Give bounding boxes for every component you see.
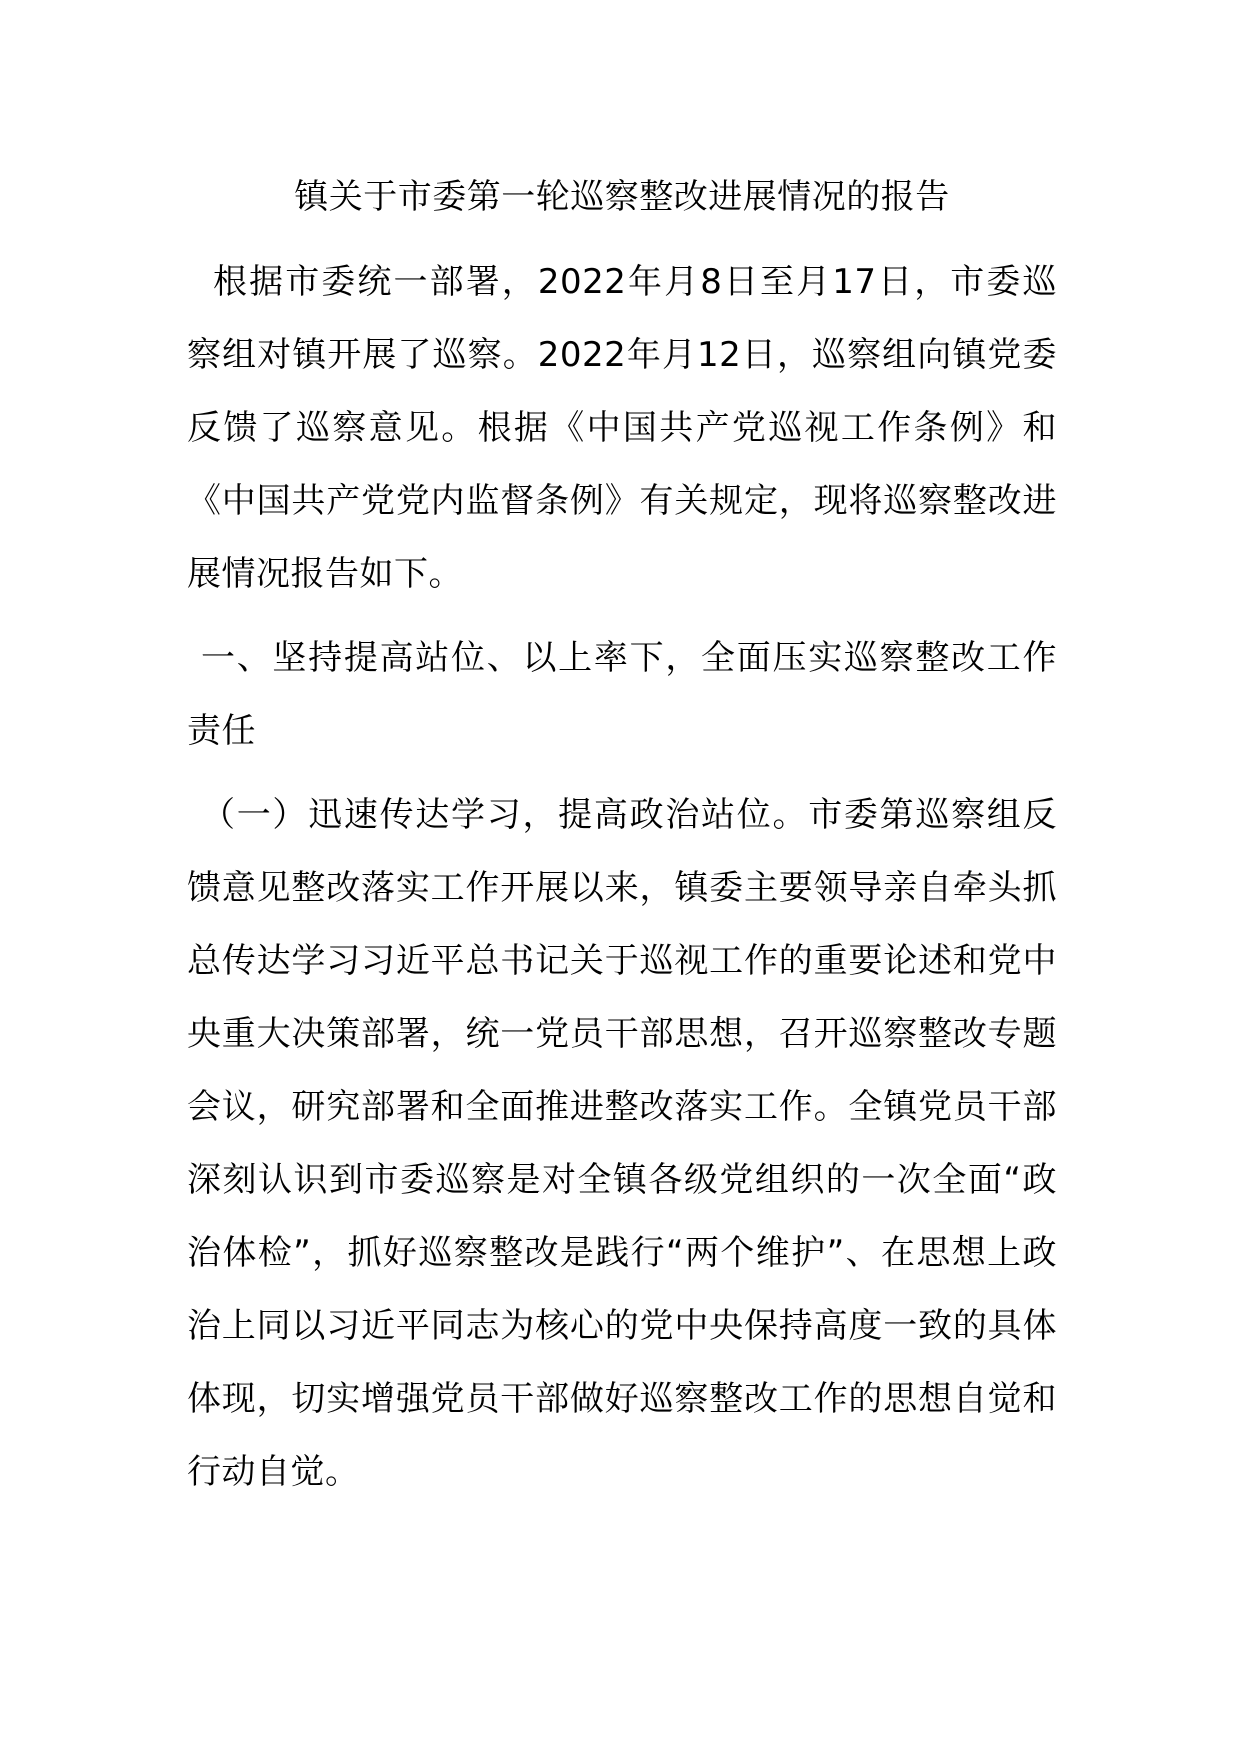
intro-paragraph: 根据市委统一部署，2022年月8日至月17日，市委巡察组对镇开展了巡察。2022年月12日，巡察组向镇党委反馈了巡察意见。根据《中国共产党巡视工作条例》和《中国共产党党内监督条例》有关规定，现将巡察整改进展情况报告如下。 xyxy=(187,262,1057,594)
section-heading-1: 一、坚持提高站位、以上率下，全面压实巡察整改工作责任 xyxy=(187,638,1057,751)
document-title: 镇关于市委第一轮巡察整改进展情况的报告 xyxy=(294,177,950,217)
document-page xyxy=(187,162,1057,1520)
subsection-paragraph-1: （一）迅速传达学习，提高政治站位。市委第巡察组反馈意见整改落实工作开展以来，镇委主要领导亲自牵头抓总传达学习习近平总书记关于巡视工作的重要论述和党中央重大决策部署，统一党员干部思想，召开巡察整改专题会议，研究部署和全面推进整改落实工作。全镇党员干部深刻认识到市委巡察是对全镇各级党组织的一次全面“政治体检”，抓好巡察整改是践行“两个维护”、在思想上政治上同以习近平同志为核心的党中央保持高度一致的具体体现，切实增强党员干部做好巡察整改工作的思想自觉和行动自觉。 xyxy=(187,795,1057,1492)
